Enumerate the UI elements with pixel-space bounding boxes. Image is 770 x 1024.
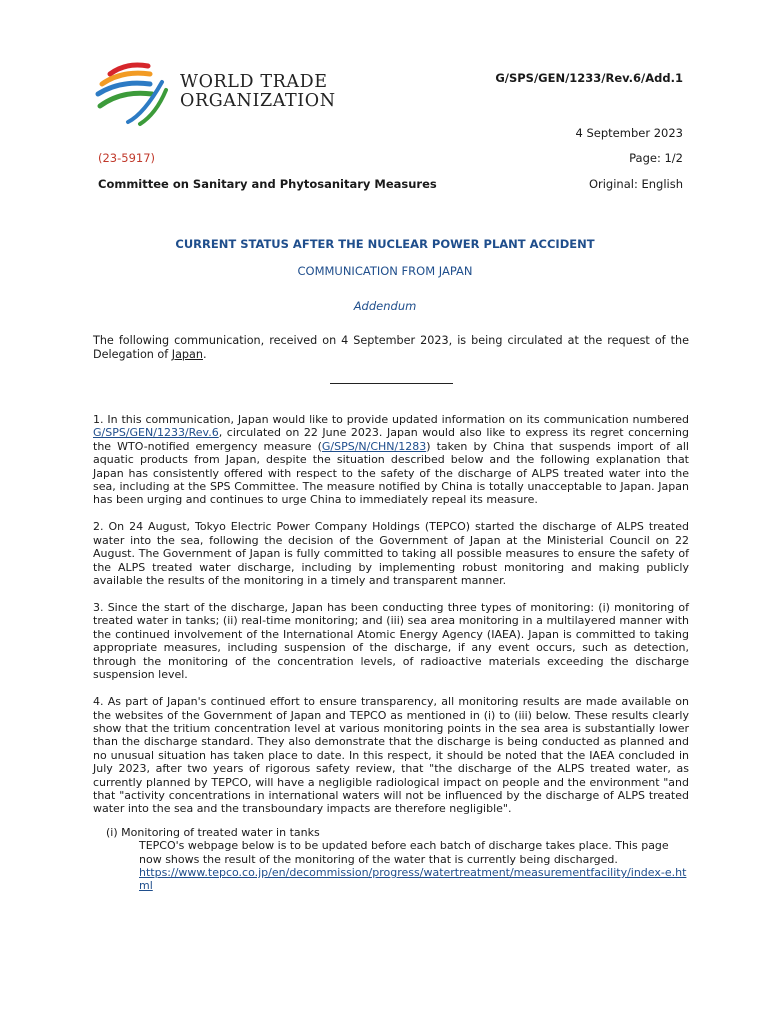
- document-title: CURRENT STATUS AFTER THE NUCLEAR POWER PLANT ACCIDENT: [175, 237, 595, 251]
- paragraph-3: 3. Since the start of the discharge, Japan has been conducting three types of monitoring: (i) monitoring of treated water in tanks; (ii) real-time monitoring; and (iii) sea area monitoring in a multilayered manner with the continued involvement of the International Atomic Energy Agency (IAEA). Japan is committed to taking appropriate measures, including suspension of the discharge, if any event occurs, such as detection, through the monitoring of the concentration levels, of radioactive materials exceeding the discharge suspension level.: [93, 601, 689, 682]
- link-rev6[interactable]: G/SPS/GEN/1233/Rev.6: [93, 426, 219, 440]
- wto-emblem-icon: [88, 60, 178, 130]
- wto-logo: [88, 60, 348, 130]
- p1-text-b: , circulated on 22 June 2023. Japan would also like to express its regret concerning the WTO-notified emergency measure (: [93, 426, 689, 453]
- document-symbol: G/SPS/GEN/1233/Rev.6/Add.1: [495, 71, 683, 85]
- document-subtitle: COMMUNICATION FROM JAPAN: [297, 264, 473, 278]
- document-body: [93, 413, 689, 893]
- page-number: Page: 1/2: [629, 151, 683, 165]
- tepco-link[interactable]: https://www.tepco.co.jp/en/decommission/progress/watertreatment/measurementfacility/index-e.html: [139, 865, 687, 893]
- intro-paragraph: [93, 334, 689, 362]
- subitem-url-wrap: [93, 866, 689, 893]
- original-language: Original: English: [588, 177, 683, 191]
- org-name-line1: WORLD TRADE: [180, 72, 328, 92]
- document-date: 4 September 2023: [575, 126, 683, 140]
- p1-text-c: ) taken by China that suspends import of all aquatic products from Japan, despite the situation described below and the following explanation that Japan has consistently offered with respect to the safety of the discharge of ALPS treated water into the sea, including at the SPS Committee. The measure notified by China is totally unacceptable to Japan. Japan has been urging and continues to urge China to immediately repeal its measure.: [93, 439, 689, 507]
- p1-text-a: 1. In this communication, Japan would like to provide updated information on its communication numbered: [93, 413, 689, 426]
- paragraph-2: 2. On 24 August, Tokyo Electric Power Company Holdings (TEPCO) started the discharge of ALPS treated water into the sea, following the decision of the Government of Japan at the Ministerial Council on 22 August. The Government of Japan is fully committed to taking all possible measures to ensure the safety of the ALPS treated water discharge, including by implementing robust monitoring and making publicly available the results of the monitoring in a timely and transparent manner.: [93, 520, 689, 588]
- paragraph-1: [93, 413, 689, 507]
- reference-number: (23-5917): [98, 151, 156, 165]
- paragraph-4: 4. As part of Japan's continued effort to ensure transparency, all monitoring results are made available on the websites of the Government of Japan and TEPCO as mentioned in (i) to (iii) below. These results clearly show that the tritium concentration level at various monitoring points in the sea area is substantially lower than the discharge standard. They also demonstrate that the discharge is being conducted as planned and no unusual situation has taken place to date. In this respect, it should be noted that the IAEA concluded in July 2023, after two years of rigorous safety review, that "the discharge of the ALPS treated water, as currently planned by TEPCO, will have a negligible radiological impact on people and the environment "and that "activity concentrations in international waters will not be influenced by the discharge of ALPS treated water into the sea and the transboundary impacts are therefore negligible".: [93, 695, 689, 816]
- organization-name: [180, 73, 336, 111]
- addendum-label: Addendum: [353, 299, 417, 313]
- intro-country: Japan: [171, 348, 203, 361]
- committee-name: Committee on Sanitary and Phytosanitary Measures: [98, 177, 437, 191]
- subitem-text: TEPCO's webpage below is to be updated before each batch of discharge takes place. This page now shows the result of the monitoring of the water that is currently being discharged.: [139, 839, 669, 866]
- intro-text: The following communication, received on 4 September 2023, is being circulated at the request of the Delegation of: [93, 334, 689, 361]
- subitem-heading: (i) Monitoring of treated water in tanks: [106, 825, 320, 839]
- link-chn1283[interactable]: G/SPS/N/CHN/1283: [321, 439, 427, 453]
- section-divider: [330, 383, 453, 384]
- intro-end: .: [202, 348, 207, 361]
- org-name-line2: ORGANIZATION: [180, 91, 336, 111]
